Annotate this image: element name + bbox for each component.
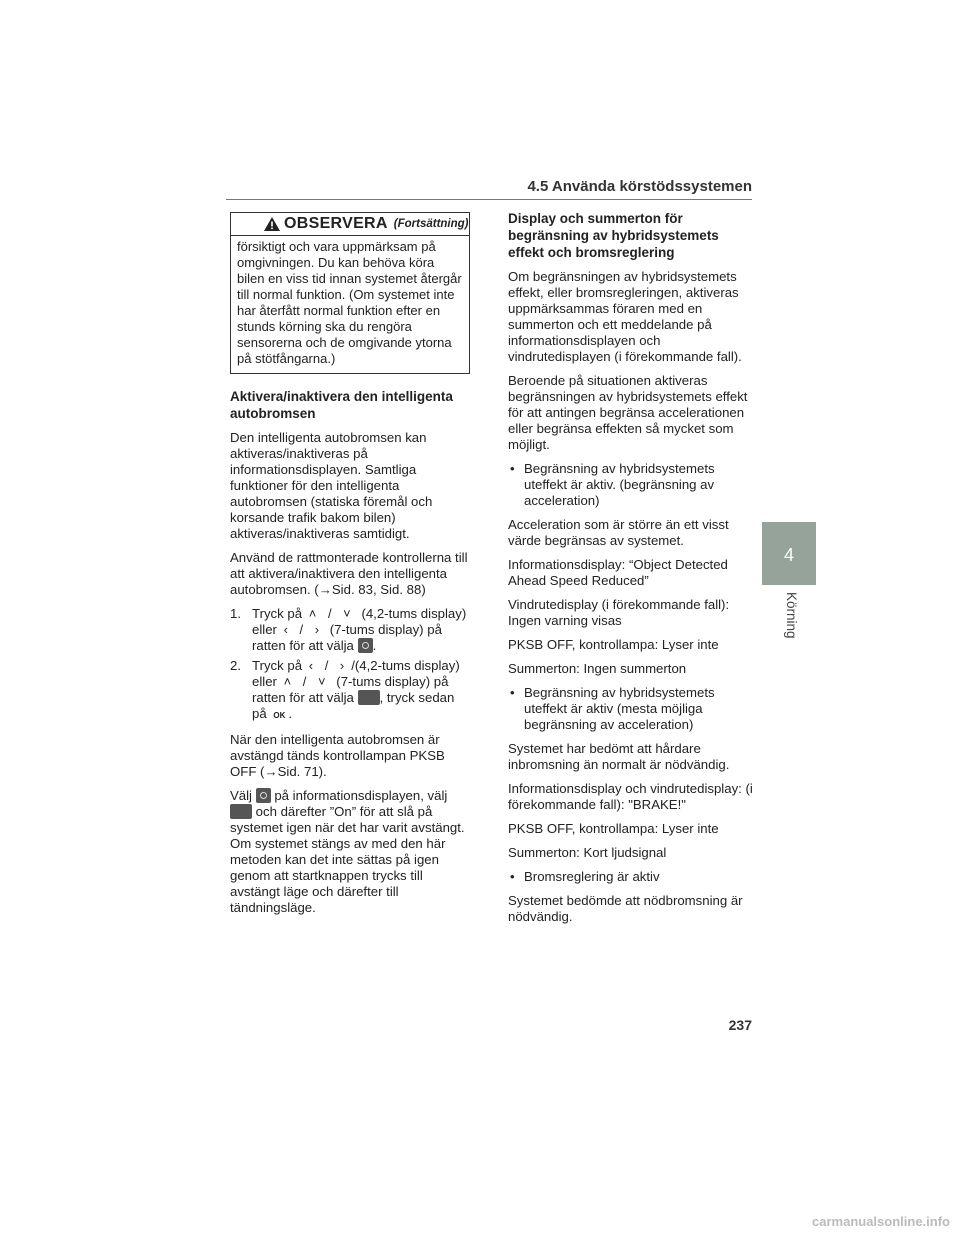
step-text: på (252, 706, 267, 722)
settings-gear-icon (256, 788, 271, 803)
warning-icon (263, 216, 281, 232)
step-text: . (372, 638, 377, 653)
step-text: Tryck på (252, 606, 303, 621)
step-text: (7-tums display) på (329, 622, 442, 637)
step-text: /(4,2-tums display) (351, 658, 460, 674)
step-text: ratten för att välja (252, 690, 354, 706)
left-column (230, 212, 470, 924)
up-down-arrows-icon: ˄ / ˅ (283, 674, 330, 690)
inline-text: och därefter ”On” för att slå på systemet igen när det har varit avstängt. Om systemet stängs av med den här metoden kan det inte sättas på igen genom att startknappen trycks till avstängt läge och därefter till tändningsläge. (230, 804, 465, 916)
bullet-icon: • (510, 685, 515, 700)
bullet-item (508, 869, 754, 885)
pksb-car-icon (358, 690, 380, 705)
step-text: eller (252, 622, 277, 637)
bullet-text: Begränsning av hybridsystemets uteffekt är aktiv. (begränsning av acceleration) (524, 461, 715, 508)
chapter-number: 4 (783, 545, 794, 565)
step-number: 2. (230, 658, 241, 674)
up-down-arrows-icon: ˄ / ˅ (308, 606, 355, 621)
step-2 (230, 658, 470, 724)
step-text: , tryck sedan (379, 690, 455, 706)
section-header: 4.5 Använda körstödssystemen (527, 178, 752, 195)
paragraph: Systemet bedömde att nödbromsning är nödvändig. (508, 893, 743, 924)
bullet-text: Begränsning av hybridsystemets uteffekt är aktiv (mesta möjliga begränsning av acceleration) (524, 685, 715, 732)
bullet-icon: • (510, 869, 515, 884)
step-text: (4,2-tums display) (361, 606, 467, 621)
caution-body: försiktigt och vara uppmärksam på omgivningen. Du kan behöva köra bilen en viss tid innan systemet återgår till normal funktion. (Om systemet inte har återfått normal funktion efter en stunds körning ska du rengöra sensorerna och de omgivande ytorna på stötfångarna.) (237, 239, 462, 366)
paragraph: PKSB OFF, kontrollampa: Lyser inte (508, 821, 719, 836)
step-text: (7-tums display) på (336, 674, 449, 690)
paragraph: Om begränsningen av hybridsystemets effekt, eller bromsregleringen, aktiveras uppmärksammas föraren med en summerton och ett meddelande på informationsdisplayen och vindrutedisplayen (i förekommande fall). (508, 269, 742, 364)
paragraph: PKSB OFF, kontrollampa: Lyser inte (508, 637, 719, 652)
ok-button-icon: OK (273, 711, 286, 721)
paragraph: Informationsdisplay: “Object Detected Ahead Speed Reduced” (508, 557, 728, 588)
bullet-icon: • (510, 461, 515, 476)
header-divider (226, 199, 752, 200)
right-column (508, 210, 754, 933)
chapter-label-text: Körning (784, 592, 799, 639)
left-right-arrows-icon: ‹ / › (308, 658, 349, 674)
page-number: 237 (728, 1017, 752, 1033)
step-number: 1. (230, 606, 241, 621)
inline-text: Välj (230, 788, 252, 804)
paragraph: Acceleration som är större än ett visst värde begränsas av systemet. (508, 517, 729, 548)
paragraph: När den intelligenta autobromsen är avstängd tänds kontrollampan PKSB OFF (→Sid. 71). (230, 732, 445, 780)
inline-text: på informationsdisplayen, välj (274, 788, 448, 804)
paragraph: Informationsdisplay och vindrutedisplay: (i förekommande fall): "BRAKE!" (508, 781, 753, 812)
left-right-arrows-icon: ‹ / › (283, 622, 324, 637)
paragraph: Använd de rattmonterade kontrollerna till att aktivera/inaktivera den intelligenta autobromsen. (→Sid. 83, Sid. 88) (230, 550, 468, 597)
bullet-text: Bromsreglering är aktiv (524, 869, 660, 884)
caution-subtitle: (Fortsättning) (393, 218, 469, 230)
step-text: Tryck på (252, 658, 303, 674)
section-heading-right: Display och summerton för begränsning av hybridsystemets effekt och bromsreglering (508, 211, 719, 260)
bullet-item (508, 685, 754, 733)
section-heading-left: Aktivera/inaktivera den intelligenta autobromsen (230, 389, 453, 421)
watermark: carmanualsonline.info (812, 1214, 950, 1229)
chapter-label (773, 592, 807, 682)
paragraph: Summerton: Kort ljudsignal (508, 845, 667, 860)
step-text: ratten för att välja (252, 638, 354, 653)
step-text: eller (252, 674, 277, 690)
paragraph: Systemet har bedömt att hårdare inbromsning än normalt är nödvändig. (508, 741, 730, 772)
paragraph: Den intelligenta autobromsen kan aktiveras/inaktiveras på informationsdisplayen. Samtliga funktioner för den intelligenta autobromsen (statiska föremål och korsande trafik bakom bilen) aktiveras/inaktiveras samtidigt. (230, 430, 433, 541)
paragraph-with-icons (230, 788, 470, 916)
caution-box (230, 212, 470, 374)
paragraph: Summerton: Ingen summerton (508, 661, 687, 676)
step-text: . (288, 706, 293, 722)
step-1 (230, 606, 470, 654)
pksb-car-icon (230, 804, 252, 819)
caution-title: OBSERVERA (284, 215, 388, 232)
settings-gear-icon (358, 638, 373, 653)
bullet-item (508, 461, 754, 509)
paragraph: Beroende på situationen aktiveras begränsningen av hybridsystemets effekt för att antingen begränsa accelerationen eller begränsa effekten så mycket som möjligt. (508, 373, 748, 452)
paragraph: Vindrutedisplay (i förekommande fall): Ingen varning visas (508, 597, 730, 628)
caution-header (231, 213, 469, 236)
